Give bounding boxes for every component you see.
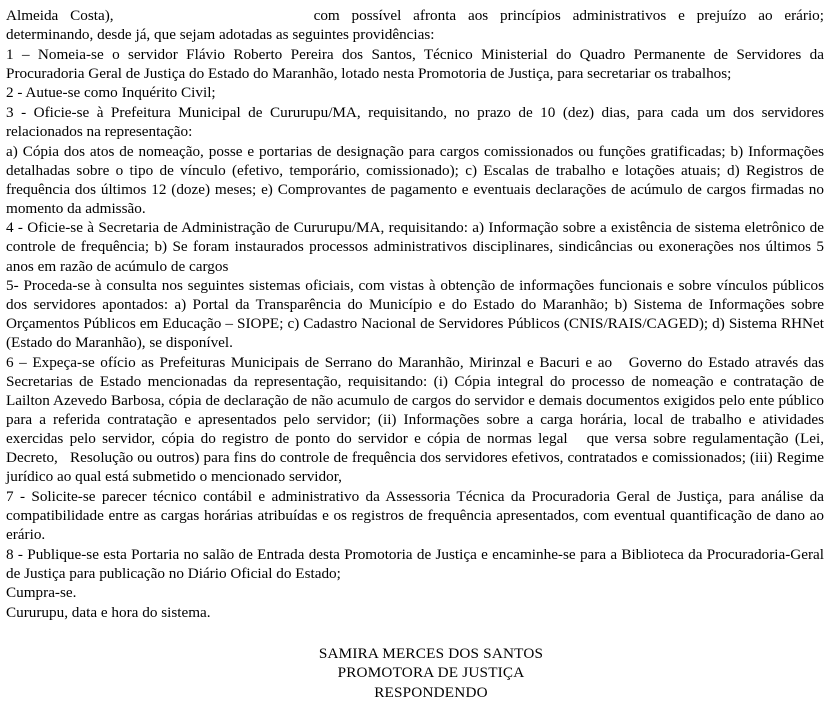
- opening-continuation-text: com possível afronta aos princípios administrativos e prejuízo ao erário; determinando, desde já, que sejam adotadas as seguintes providências:: [6, 7, 828, 44]
- signature-name: SAMIRA MERCES DOS SANTOS: [318, 645, 544, 662]
- opening-paragraph: [6, 6, 828, 44]
- paragraph-item-1: 1 – Nomeia-se o servidor Flávio Roberto Pereira dos Santos, Técnico Ministerial do Quadro Permanente de Servidores da Procuradoria Geral de Justiça do Estado do Maranhão, lotado nesta Promotoria de Justiça, para secretariar os trabalhos;: [6, 45, 828, 82]
- paragraph-item-3-subitems: a) Cópia dos atos de nomeação, posse e portarias de designação para cargos comissionados ou funções gratificadas; b) Informações detalhadas sobre o tipo de vínculo (efetivo, temporário, comissionado); c) Escalas de trabalho e lotações atuais; d) Registros de frequência dos últimos 12 (doze) meses; e) Comprovantes de pagamento e eventuais declarações de acúmulo de cargos firmadas no momento da admissão.: [6, 142, 828, 217]
- opening-lead-text: Almeida Costa),: [6, 7, 114, 24]
- paragraph-item-5: 5- Proceda-se à consulta nos seguintes sistemas oficiais, com vistas à obtenção de informações funcionais e sobre vínculos públicos dos servidores apontados: a) Portal da Transparência do Município e do Estado do Maranhão; b) Sistema de Informações sobre Orçamentos Públicos em Educação – SIOPE; c) Cadastro Nacional de Servidores Públicos (CNIS/RAIS/CAGED); d) Sistema RHNet (Estado do Maranhão), se disponível.: [6, 277, 828, 352]
- signature-block: [6, 644, 824, 702]
- paragraph-closing-order: Cumpra-se.: [6, 584, 77, 602]
- paragraph-item-7: 7 - Solicite-se parecer técnico contábil e administrativo da Assessoria Técnica da Procuradoria Geral de Justiça, para análise da compatibilidade entre as cargas horárias atribuídas e os registros de frequência apresentados, com eventual quantificação de dano ao erário.: [6, 487, 828, 544]
- paragraph-item-6: 6 – Expeça-se ofício as Prefeituras Municipais de Serrano do Maranhão, Mirinzal e Bacuri e ao Governo do Estado através das Secretarias de Estado mencionadas da representação, requisitando: (i) Cópia integral do processo de nomeação e contratação de Lailton Azevedo Barbosa, cópia de declaração de não acumulo de cargos do servidor e demais documentos exigidos pelo ente público para a referida contratação e apresentados pelo servidor; (ii) Informações sobre a carga horária, local de trabalho e atividades exercidas pelo servidor, cópia do registro de ponto do servidor e cópia de normas legal que versa sobre regulamentação (Lei, Decreto, Resolução ou outros) para fins do controle de frequência dos servidores efetivos, contratados e comissionados; (iii) Regime jurídico ao qual está submetido o mencionado servidor,: [6, 353, 828, 486]
- paragraph-item-2: 2 - Autue-se como Inquérito Civil;: [6, 84, 216, 102]
- signature-role: PROMOTORA DE JUSTIÇA: [337, 664, 525, 682]
- paragraph-place-date: Cururupu, data e hora do sistema.: [6, 603, 211, 621]
- paragraph-item-8: 8 - Publique-se esta Portaria no salão de Entrada desta Promotoria de Justiça e encaminhe-se para a Biblioteca da Procuradoria-Geral de Justiça para publicação no Diário Oficial do Estado;: [6, 545, 828, 582]
- signature-status: RESPONDENDO: [374, 683, 488, 701]
- paragraph-item-4: 4 - Oficie-se à Secretaria de Administração de Cururupu/MA, requisitando: a) Informação sobre a existência de sistema eletrônico de controle de frequência; b) Se foram instaurados processos administrativos disciplinares, sindicâncias ou exonerações nos últimos 5 anos em razão de acúmulo de cargos: [6, 219, 828, 275]
- paragraph-item-3: 3 - Oficie-se à Prefeitura Municipal de Cururupu/MA, requisitando, no prazo de 10 (dez) dias, para cada um dos servidores relacionados na representação:: [6, 103, 828, 140]
